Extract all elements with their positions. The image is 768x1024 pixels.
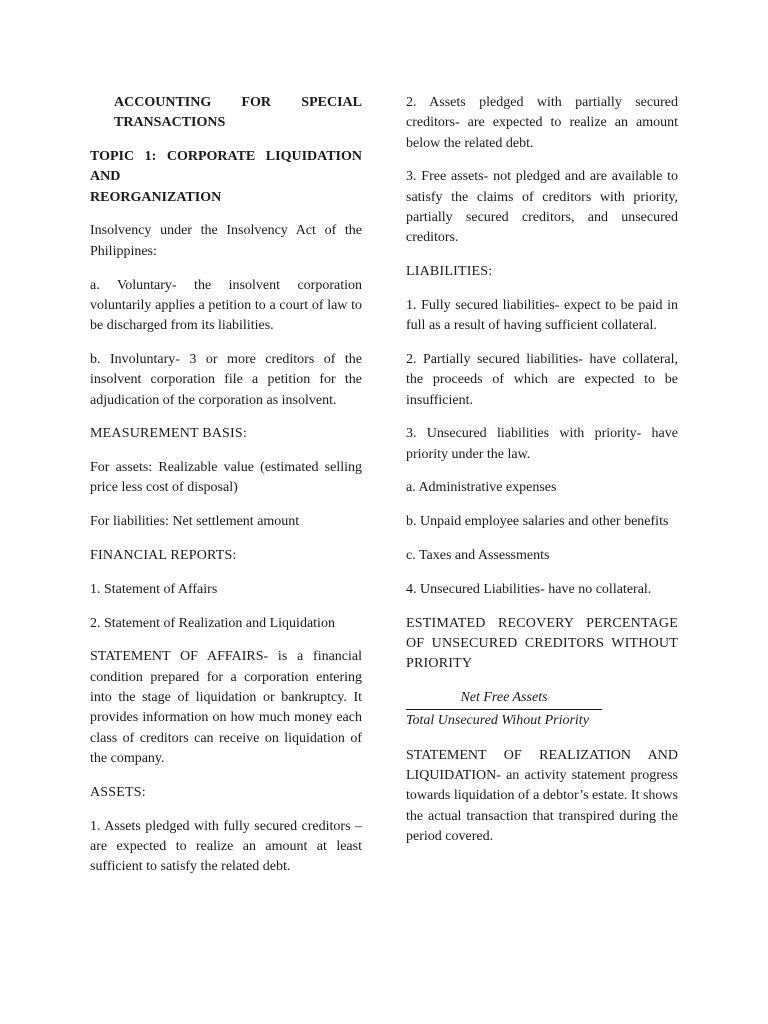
topic-heading-line2: REORGANIZATION — [90, 189, 222, 205]
liability-item-2: 2. Partially secured liabilities- have collateral, the proceeds of which are expected to be insufficient. — [406, 351, 678, 408]
document-title-line2: TRANSACTIONS — [114, 115, 226, 131]
document-title-line1: ACCOUNTING FOR SPECIAL — [114, 95, 362, 110]
recovery-formula — [406, 688, 602, 732]
report-item-1: 1. Statement of Affairs — [90, 581, 218, 597]
asset-item-1: 1. Assets pledged with fully secured creditors – are expected to realize an amount at least sufficient to satisfy the related debt. — [90, 818, 362, 875]
statement-of-realization-definition: STATEMENT OF REALIZATION AND LIQUIDATION- an activity statement progress towards liquidation of a debtor’s estate. It shows the actual transaction that transpired during the period covered. — [406, 747, 678, 844]
topic-heading-line1: TOPIC 1: CORPORATE LIQUIDATION AND — [90, 149, 362, 185]
priority-item-a: a. Administrative expenses — [406, 480, 557, 496]
measurement-basis-heading: MEASUREMENT BASIS: — [90, 426, 247, 442]
topic-heading — [90, 147, 362, 208]
priority-item-b: b. Unpaid employee salaries and other benefits — [406, 514, 669, 530]
left-column — [90, 93, 362, 891]
voluntary-definition: a. Voluntary- the insolvent corporation voluntarily applies a petition to a court of law to be discharged from its liabilities. — [90, 277, 362, 334]
priority-item-c: c. Taxes and Assessments — [406, 548, 550, 564]
liability-item-4: 4. Unsecured Liabilities- have no collateral. — [406, 581, 652, 597]
formula-numerator: Net Free Assets — [406, 688, 602, 710]
right-column — [406, 93, 678, 861]
asset-item-2: 2. Assets pledged with partially secured creditors- are expected to realize an amount below the related debt. — [406, 95, 678, 151]
asset-item-3: 3. Free assets- not pledged and are available to satisfy the claims of creditors with priority, partially secured creditors, and unsecured creditors. — [406, 169, 678, 246]
assets-measurement: For assets: Realizable value (estimated selling price less cost of disposal) — [90, 460, 362, 496]
involuntary-definition: b. Involuntary- 3 or more creditors of the insolvent corporation file a petition for the adjudication of the corporation as insolvent. — [90, 351, 362, 408]
document-title — [90, 93, 362, 134]
liabilities-heading: LIABILITIES: — [406, 264, 493, 280]
financial-reports-heading: FINANCIAL REPORTS: — [90, 548, 237, 564]
insolvency-intro: Insolvency under the Insolvency Act of the Philippines: — [90, 223, 362, 259]
statement-of-affairs-definition: STATEMENT OF AFFAIRS- is a financial condition prepared for a corporation entering into the stage of liquidation or bankruptcy. It provides information on how much money each class of creditors can receive on liquidation of the company. — [90, 649, 362, 766]
liabilities-measurement: For liabilities: Net settlement amount — [90, 514, 300, 530]
liability-item-3: 3. Unsecured liabilities with priority- have priority under the law. — [406, 426, 678, 462]
recovery-percentage-heading: ESTIMATED RECOVERY PERCENTAGE OF UNSECURED CREDITORS WITHOUT PRIORITY — [406, 615, 678, 672]
liability-item-1: 1. Fully secured liabilities- expect to be paid in full as a result of having sufficient collateral. — [406, 297, 678, 334]
assets-heading: ASSETS: — [90, 784, 146, 800]
formula-denominator: Total Unsecured Wihout Priority — [406, 713, 589, 729]
report-item-2: 2. Statement of Realization and Liquidation — [90, 615, 335, 631]
